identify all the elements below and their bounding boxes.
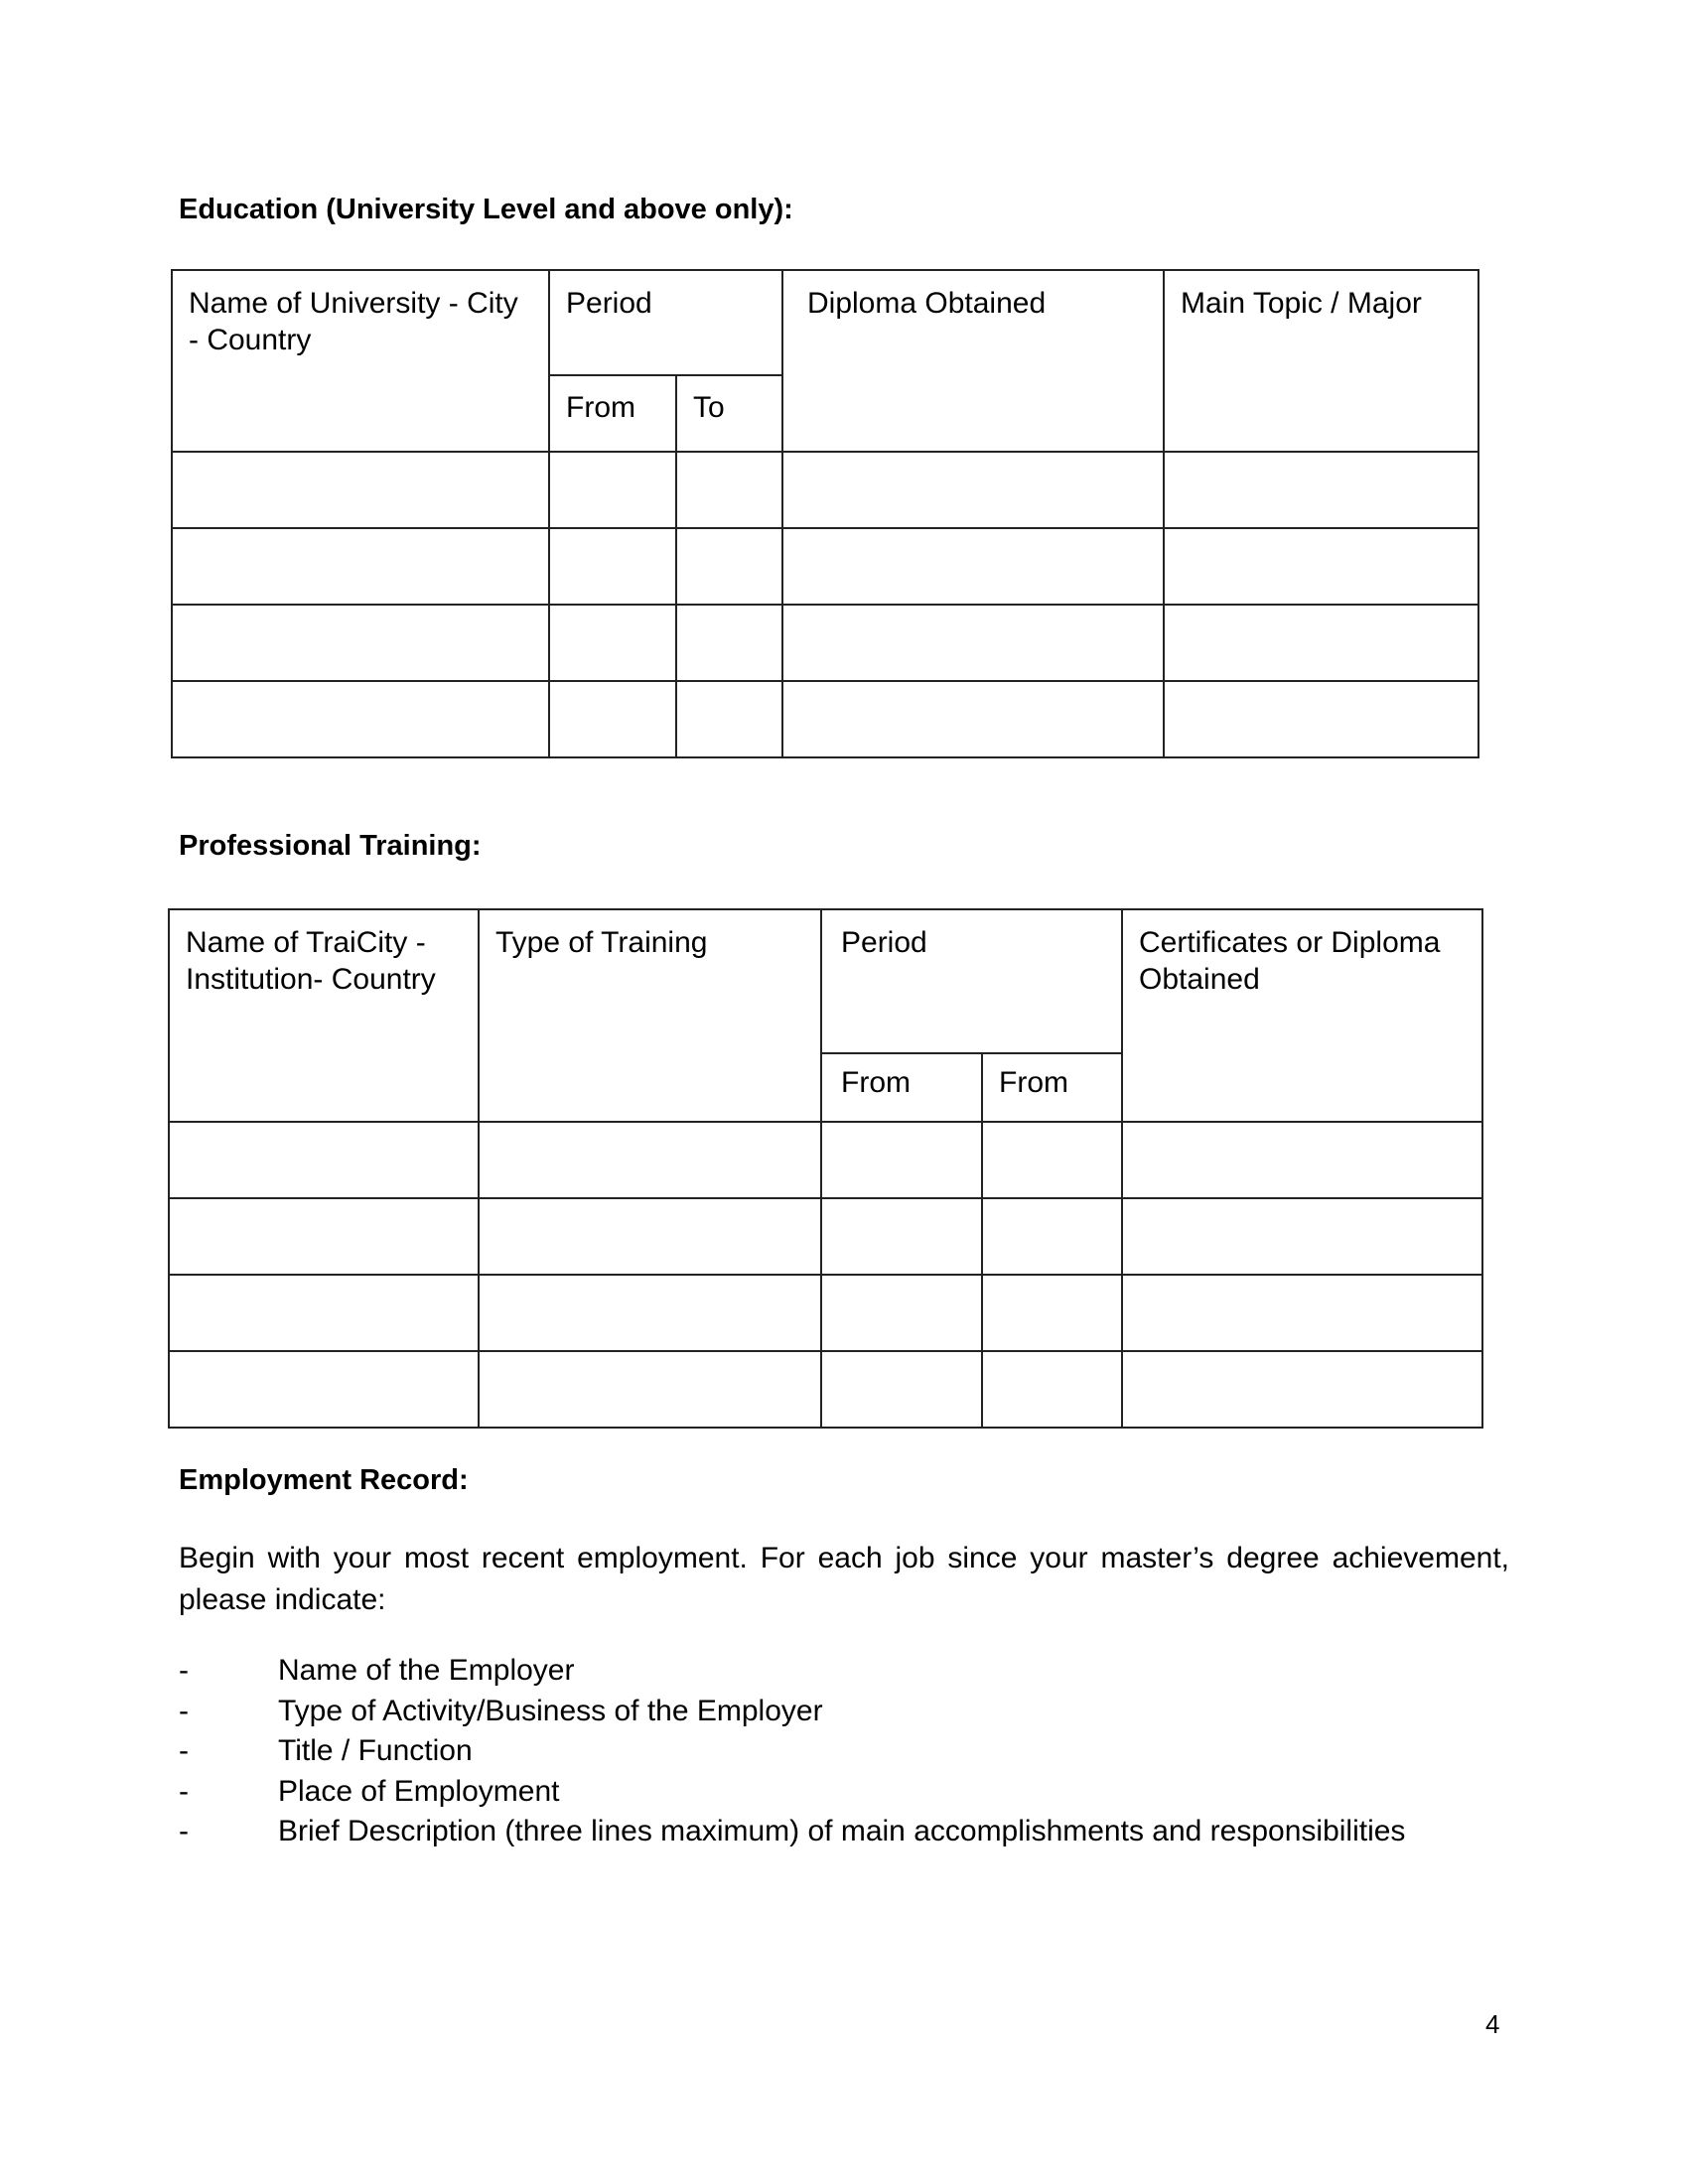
table-cell[interactable] [479,1198,821,1275]
table-cell[interactable] [782,452,1164,528]
table-cell[interactable] [782,681,1164,757]
table-cell[interactable] [821,1198,982,1275]
table-row [172,605,1478,681]
table-row [169,1351,1482,1428]
education-table [171,269,1479,758]
table-cell[interactable] [982,1198,1122,1275]
list-dash: - [179,1815,189,1847]
employment-intro: Begin with your most recent employment. For each job since your master’s degree achievement, please indicate: [179,1542,1509,1616]
table-cell[interactable] [169,1122,479,1198]
education-header-university: Name of University - City - Country [172,270,549,452]
training-header-period: Period [821,909,1122,1053]
table-cell[interactable] [479,1351,821,1428]
table-cell[interactable] [821,1122,982,1198]
table-cell[interactable] [1164,528,1478,605]
table-cell[interactable] [982,1275,1122,1351]
table-cell[interactable] [549,605,676,681]
table-cell[interactable] [1122,1351,1482,1428]
table-row [169,1198,1482,1275]
education-header-period: Period [549,270,782,375]
table-row [172,452,1478,528]
table-row [172,681,1478,757]
table-cell[interactable] [1164,681,1478,757]
list-dash: - [179,1734,189,1767]
table-cell[interactable] [172,452,549,528]
list-item [179,1692,1405,1732]
education-heading: Education (University Level and above only): [179,194,793,225]
training-header-from-second: From [982,1053,1122,1122]
table-cell[interactable] [172,528,549,605]
table-cell[interactable] [821,1275,982,1351]
table-cell[interactable] [479,1275,821,1351]
table-row [169,1122,1482,1198]
table-cell[interactable] [982,1122,1122,1198]
training-header-from: From [821,1053,982,1122]
list-item-text: Type of Activity/Business of the Employer [278,1694,823,1727]
education-header-major: Main Topic / Major [1164,270,1478,452]
education-header-diploma: Diploma Obtained [782,270,1164,452]
employment-list [179,1651,1405,1852]
table-cell[interactable] [479,1122,821,1198]
table-cell[interactable] [169,1198,479,1275]
table-cell[interactable] [1122,1275,1482,1351]
table-cell[interactable] [549,681,676,757]
table-cell[interactable] [782,605,1164,681]
list-item-text: Brief Description (three lines maximum) of main accomplishments and responsibilities [278,1815,1406,1847]
table-cell[interactable] [1164,605,1478,681]
list-item [179,1731,1405,1772]
table-cell[interactable] [1122,1198,1482,1275]
list-dash: - [179,1654,189,1687]
table-cell[interactable] [676,605,782,681]
table-cell[interactable] [1164,452,1478,528]
table-cell[interactable] [549,528,676,605]
table-cell[interactable] [821,1351,982,1428]
table-cell[interactable] [676,681,782,757]
education-header-to: To [676,375,782,452]
training-heading: Professional Training: [179,830,482,862]
table-cell[interactable] [169,1351,479,1428]
table-cell[interactable] [169,1275,479,1351]
education-header-from: From [549,375,676,452]
page-number: 4 [1485,2009,1500,2039]
table-cell[interactable] [782,528,1164,605]
training-table [168,908,1483,1429]
list-item [179,1772,1405,1813]
table-cell[interactable] [549,452,676,528]
list-item [179,1812,1405,1852]
list-item-text: Place of Employment [278,1774,560,1808]
training-header-certificates: Certificates or Diploma Obtained [1122,909,1482,1122]
table-cell[interactable] [676,452,782,528]
table-cell[interactable] [172,681,549,757]
table-row [172,528,1478,605]
table-cell[interactable] [172,605,549,681]
employment-heading: Employment Record: [179,1464,469,1496]
list-item-text: Title / Function [278,1734,473,1767]
table-cell[interactable] [676,528,782,605]
training-header-type: Type of Training [479,909,821,1122]
list-dash: - [179,1694,189,1727]
list-item [179,1651,1405,1692]
table-cell[interactable] [1122,1122,1482,1198]
table-cell[interactable] [982,1351,1122,1428]
list-item-text: Name of the Employer [278,1654,575,1687]
training-header-institution: Name of TraiCity - Institution- Country [169,909,479,1122]
table-row [169,1275,1482,1351]
list-dash: - [179,1774,189,1808]
